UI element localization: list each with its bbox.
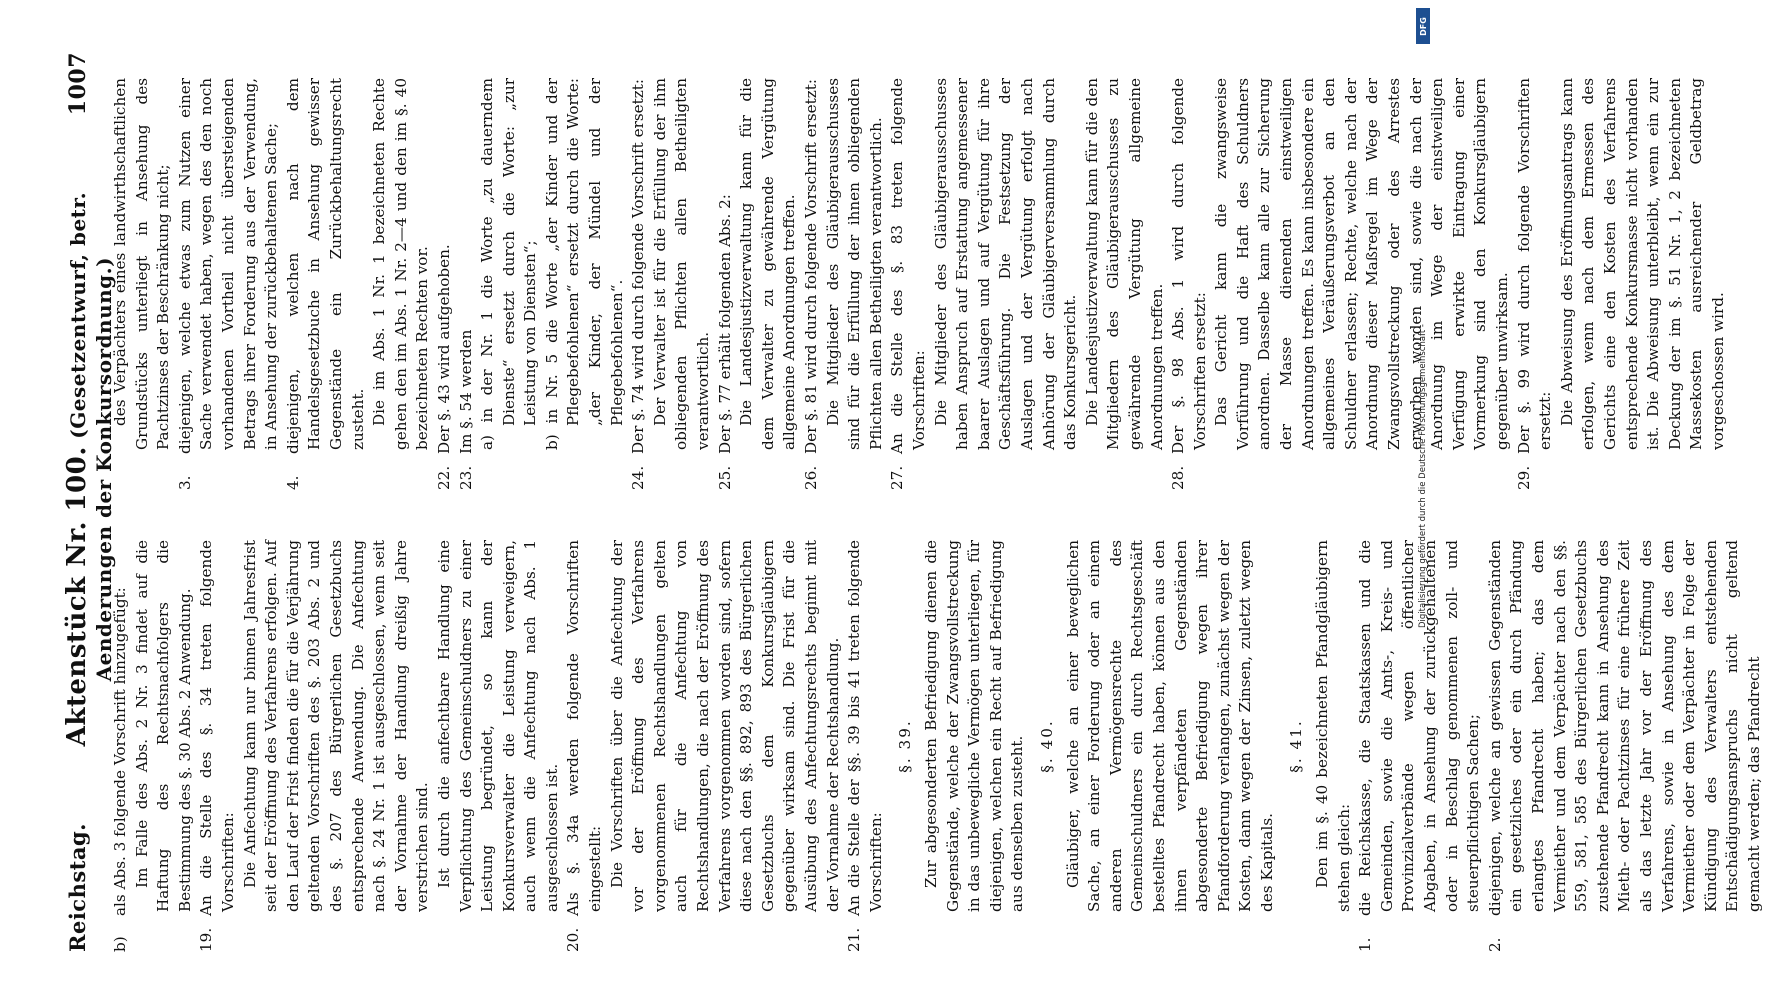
- item-number: 23.: [456, 465, 475, 490]
- item-number: 4.: [283, 475, 302, 490]
- item-number: 24.: [629, 465, 648, 490]
- paragraph: Die Mitglieder des Gläubigerausschusses haben Anspruch auf Erstattung angemessener baarer Auslagen und auf Vergütung für ihre Geschäftsführung. Die Festsetzung der Auslagen und der Vergütung erfolgt nach Anhörung der Gläubigerversammlung durch das Konkursgericht.: [931, 78, 1080, 450]
- section-heading: §. 41.: [1287, 719, 1306, 773]
- item-number: b): [111, 936, 129, 952]
- paragraph: Die im Abs. 1 Nr. 1 bezeichneten Rechte gehen den im Abs. 1 Nr. 2—4 und den im §. 40 bezeichneten Rechten vor.: [370, 78, 432, 450]
- paragraph: Die Landesjustizverwaltung kann für die den Mitgliedern des Gläubigerausschusses zu gewährende Vergütung allgemeine Anordnungen treffen.: [1082, 78, 1166, 450]
- numbered-item: [1485, 540, 1766, 952]
- item-text: Als §. 34a werden folgende Vorschriften eingestellt:: [564, 540, 605, 916]
- item-text: Der §. 99 wird durch folgende Vorschriften ersetzt:: [1514, 78, 1555, 454]
- sub-item: [542, 78, 628, 490]
- item-number: 19.: [197, 927, 216, 952]
- item-text: Der §. 77 erhält folgenden Abs. 2:: [715, 194, 734, 454]
- paragraph: Die Landesjustizverwaltung kann für die dem Verwalter zu gewährende Vergütung allgemeine Anordnungen treffen.: [737, 78, 799, 450]
- numbered-item: [1514, 78, 1557, 490]
- paragraph: Die Vorschriften über die Anfechtung der vor der Eröffnung des Verfahrens vorgenommenen Rechtshandlungen gelten auch für die Anfechtung von Rechtshandlungen, die nach der Eröffnung des Verfahrens vorgenommen worden sind, sofern diese nach den §§. 892, 893 des Bürgerlichen Gesetzbuchs dem Konkursgläubigern gegenüber wirksam sind. Die Frist für die Ausübung des Anfechtungsrechts beginnt mit der Vornahme der Rechtshandlung.: [607, 540, 842, 912]
- item-text: An die Stelle des §. 34 treten folgende Vorschriften:: [197, 540, 237, 916]
- left-text-column: [110, 540, 1763, 952]
- numbered-item: [844, 540, 887, 952]
- item-number: 29.: [1514, 465, 1533, 490]
- item-text: Der §. 81 wird durch folgende Vorschrift ersetzt:: [802, 79, 820, 454]
- sub-item: [477, 78, 542, 490]
- item-number: 1.: [1356, 937, 1375, 952]
- paragraph: Den im §. 40 bezeichneten Pfandgläubigern stehen gleich:: [1313, 540, 1353, 912]
- digitization-credit: Digitalisierung gefördert durch die Deutsche Forschungsgemeinschaft -: [1418, 324, 1428, 628]
- item-text: diejenigen, welche an gewissen Gegenständen ein gesetzliches oder ein durch Pfändung erlangtes Pfandrecht haben; das dem Vermiether und dem Verpächter nach den §§. 559, 581, 585 des Bürgerlichen Gesetzbuchs zustehende Pfandrecht kann in Ansehung des Mieth- oder Pachtzinses für eine frühere Zeit als das letzte Jahr vor der Eröffnung des Verfahrens, sowie in Ansehung des dem Vermiether oder dem Verpächter in Folge der Kündigung des Verwalters entstehenden Entschädigungsanspruchs nicht geltend gemacht werden; das Pfandrecht: [1485, 540, 1763, 916]
- page-number: 1007: [65, 52, 91, 116]
- running-head: [62, 52, 116, 952]
- sub-item-letter: a): [478, 435, 497, 450]
- numbered-item: [715, 78, 737, 490]
- item-text: Der §. 74 wird durch folgende Vorschrift ersetzt:: [629, 79, 648, 454]
- paragraph: Zur abgesonderten Befriedigung dienen die Gegenstände, welche der Zwangsvollstreckung in das unbewegliche Vermögen unterliegen, für diejenigen, welchen ein Recht auf Befriedigung aus denselben zusteht.: [921, 540, 1027, 912]
- paragraph: Die Abweisung des Eröffnungsantrags kann erfolgen, wenn nach dem Ermessen des Gerichts eine den Kosten des Verfahrens entsprechende Konkursmasse nicht vorhanden ist. Die Abweisung unterbleibt, wenn ein zur Deckung der im §. 51 Nr. 1, 2 bezeichneten Massekosten ausreichender Geldbetrag vorgeschossen wird.: [1557, 78, 1727, 450]
- header-aktenstueck: Aktenstück Nr. 100.: [62, 446, 92, 747]
- item-text: Der §. 98 Abs. 1 wird durch folgende Vorschriften ersetzt:: [1169, 78, 1209, 454]
- item-number: 3.: [175, 475, 194, 490]
- item-number: 2.: [1485, 937, 1504, 952]
- item-text: diejenigen, welchen nach dem Handelsgesetzbuche in Ansehung gewisser Gegenstände ein Zurückbehaltungsrecht zusteht.: [283, 78, 367, 454]
- paragraph: Der Verwalter ist für die Erfüllung der ihm obliegenden Pflichten allen Betheiligten verantwortlich.: [650, 78, 713, 450]
- item-text: An die Stelle des §. 83 treten folgende Vorschriften:: [888, 78, 928, 454]
- numbered-item: [283, 78, 369, 490]
- item-number: 25.: [715, 465, 734, 490]
- section-heading: §. 39.: [896, 719, 915, 773]
- item-number: 22.: [434, 465, 453, 490]
- numbered-item: [563, 540, 606, 952]
- numbered-item: [175, 78, 283, 490]
- numbered-item: [434, 78, 456, 490]
- item-text: Im §. 54 werden: [456, 329, 475, 454]
- item-number: 28.: [1169, 465, 1188, 490]
- paragraph: Das Gericht kann die zwangsweise Vorführung und die Haft des Schuldners anordnen. Dasselbe kann alle zur Sicherung der Masse dienenden einstweiligen Anordnungen treffen. Es kann insbesondere ein allgemeines Veräußerungsverbot an den Schuldner erlassen; Rechte, welche nach der Anordnung dieser Maßregel im Wege der Zwangsvollstreckung oder des Arrestes erworben worden sind, sowie die nach der Anordnung im Wege der einstweiligen Verfügung erwirkte Eintragung einer Vormerkung sind den Konkursgläubigern gegenüber unwirksam.: [1212, 78, 1511, 450]
- numbered-item: [110, 540, 132, 952]
- numbered-item: [456, 78, 478, 490]
- numbered-item: [1168, 78, 1211, 490]
- sub-item-text: in Nr. 5 die Worte „der Kinder und der Pflegebefohlenen“ ersetzt durch die Worte: „der Kinder, der Mündel und der Pflegebefohlenen“.: [542, 77, 626, 426]
- sub-item-letter: b): [542, 434, 561, 450]
- header-subject: (Gesetzentwurf, betr. Aenderungen der Konkursordnung.): [66, 191, 116, 682]
- item-text: An die Stelle der §§. 39 bis 41 treten folgende Vorschriften:: [845, 540, 885, 916]
- paragraph: des Verpächters eines landwirthschaftlichen Grundstücks unterliegt in Ansehung des Pachtzinses der Beschränkung nicht;: [111, 78, 173, 450]
- item-text: als Abs. 3 folgende Vorschrift hinzugefügt:: [111, 587, 129, 916]
- item-number: 21.: [845, 927, 864, 952]
- dfg-logo: DFG: [1416, 8, 1430, 44]
- digitization-strip: [1416, 8, 1430, 992]
- paragraph: Im Falle des Abs. 2 Nr. 3 findet auf die Haftung des Rechtsnachfolgers die Bestimmung des §. 30 Abs. 2 Anwendung.: [132, 540, 194, 912]
- numbered-item: [196, 540, 239, 952]
- sub-item-text: in der Nr. 1 die Worte „zu dauerndem Dienste“ ersetzt durch die Worte: „zur Leistung von Diensten“;: [478, 77, 540, 426]
- item-text: Der §. 43 wird aufgehoben.: [434, 244, 453, 454]
- item-number: 27.: [888, 465, 907, 490]
- paragraph: Die Anfechtung kann nur binnen Jahresfrist seit der Eröffnung des Verfahrens erfolgen. Auf den Lauf der Frist finden die für die Verjährung geltenden Vorschriften des §. 203 Abs. 2 und des §. 207 des Bürgerlichen Gesetzbuchs entsprechende Anwendung. Die Anfechtung nach §. 24 Nr. 1 ist ausgeschlossen, wenn seit der Vornahme der Handlung dreißig Jahre verstrichen sind.: [240, 540, 432, 912]
- paragraph: Gläubiger, welche an einer beweglichen Sache, an einer Forderung oder an einem anderen Vermögensrechte des Gemeinschuldners ein durch Rechtsgeschäft bestelltes Pfandrecht haben, können aus den ihnen verpfändeten Gegenständen abgesonderte Befriedigung wegen ihrer Pfandforderung verlangen, zunächst wegen der Kosten, dann wegen der Zinsen, zuletzt wegen des Kapitals.: [1063, 540, 1276, 912]
- header-title: [62, 115, 116, 823]
- numbered-item: [801, 78, 823, 490]
- item-number: 20.: [564, 927, 583, 952]
- numbered-item: [887, 78, 930, 490]
- paragraph: Ist durch die anfechtbare Handlung eine Verpflichtung des Gemeinschuldners zu einer Leistung begründet, so kann der Konkursverwalter die Leistung verweigern, auch wenn die Anfechtung nach Abs. 1 ausgeschlossen ist.: [434, 540, 561, 912]
- numbered-item: [628, 78, 650, 490]
- paragraph: Die Mitglieder des Gläubigerausschusses sind für die Erfüllung der ihnen obliegenden Pflichten allen Betheiligten verantwortlich.: [823, 78, 885, 450]
- item-text: diejenigen, welche etwas zum Nutzen einer Sache verwendet haben, wegen des den noch vorhandenen Vortheil nicht übersteigenden Betrags ihrer Forderung aus der Verwendung, in Ansehung der zurückbehaltenen Sache;: [175, 78, 281, 454]
- item-number: 26.: [802, 465, 820, 490]
- header-reichstag: Reichstag.: [65, 823, 90, 952]
- item-text: die Reichskasse, die Staatskassen und die Gemeinden, sowie die Amts-, Kreis- und Provinzialverbände wegen öffentlicher Abgaben, in Ansehung der zurückgehaltenen oder in Beschlag genommenen zoll- und steuerpflichtigen Sachen;: [1356, 540, 1483, 916]
- section-heading: §. 40.: [1037, 719, 1056, 773]
